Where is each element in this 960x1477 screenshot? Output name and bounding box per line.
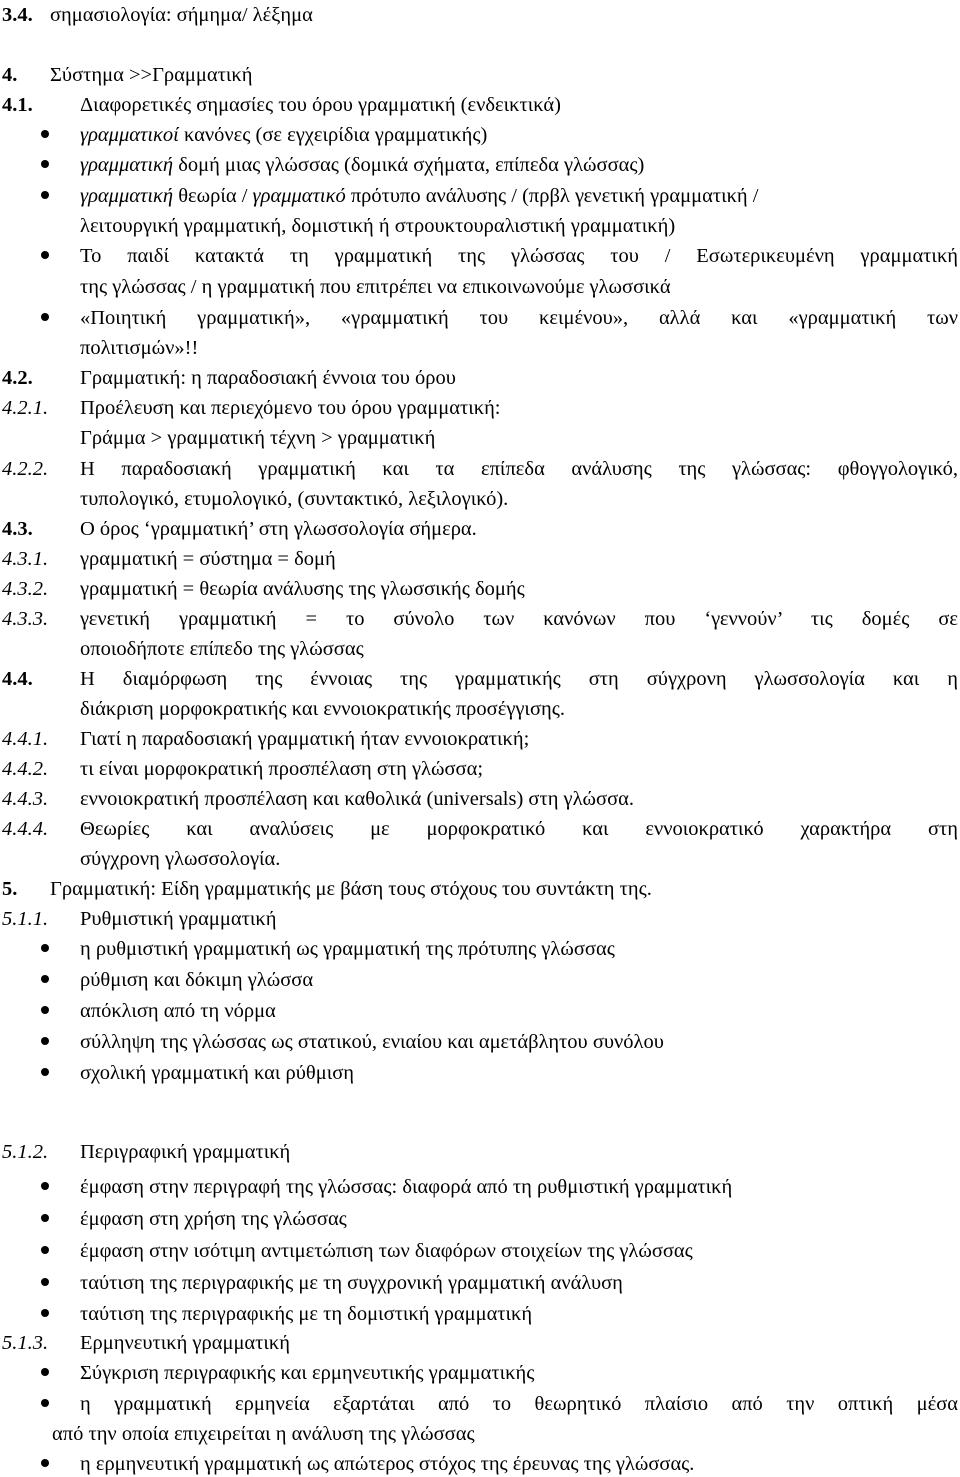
- section-number: 4.4.3.: [2, 788, 49, 810]
- section-heading: Ρυθμιστική γραμματική: [80, 908, 277, 930]
- list-item: ρύθμιση και δόκιμη γλώσσα: [80, 969, 314, 991]
- bullet-icon: [41, 1278, 49, 1286]
- list-item: η ερμηνευτική γραμματική ως απώτερος στόχος της έρευνας της γλώσσας.: [80, 1453, 695, 1475]
- list-item: σχολική γραμματική και ρύθμιση: [80, 1062, 355, 1084]
- section-heading-continuation: τυπολογικό, ετυμολογικό, (συντακτικό, λεξιλογικό).: [80, 488, 509, 510]
- section-number: 4.3.2.: [2, 578, 49, 600]
- list-item: έμφαση στην ισότιμη αντιμετώπιση των διαφόρων στοιχείων της γλώσσας: [80, 1240, 693, 1262]
- section-heading: γενετική γραμματική = το σύνολο των κανόνων που ‘γεννούν’ τις δομές σε: [80, 608, 958, 630]
- list-item-continuation: από την οποία επιχειρείται η ανάλυση της γλώσσας: [52, 1423, 475, 1445]
- list-item: [80, 125, 487, 146]
- section-heading: Διαφορετικές σημασίες του όρου γραμματική (ενδεικτικά): [80, 94, 561, 116]
- list-item-continuation: της γλώσσας / η γραμματική που επιτρέπει να επικοινωνούμε γλωσσικά: [80, 276, 671, 298]
- emphasis: γραμματικό: [252, 185, 346, 207]
- list-item: έμφαση στην περιγραφή της γλώσσας: διαφορά από τη ρυθμιστική γραμματική: [80, 1176, 733, 1198]
- section-heading: γραμματική = θεωρία ανάλυσης της γλωσσικής δομής: [80, 578, 525, 600]
- section-heading: γραμματική = σύστημα = δομή: [80, 548, 336, 570]
- list-item: ταύτιση της περιγραφικής με τη δομιστική γραμματική: [80, 1303, 533, 1325]
- section-heading-continuation: διάκριση μορφοκρατικής και εννοιοκρατικής προσέγγισης.: [80, 698, 565, 720]
- section-heading: Θεωρίες και αναλύσεις με μορφοκρατικό και εννοιοκρατικό χαρακτήρα στη: [80, 818, 958, 840]
- bullet-icon: [41, 1068, 49, 1076]
- list-item-text: δομή μιας γλώσσας (δομικά σχήματα, επίπεδα γλώσσας): [173, 154, 645, 176]
- list-item: η γραμματική ερμηνεία εξαρτάται από το θεωρητικό πλαίσιο από την οπτική μέσα: [80, 1393, 958, 1415]
- list-item: Το παιδί κατακτά τη γραμματική της γλώσσας του / Εσωτερικευμένη γραμματική: [80, 245, 958, 267]
- section-number: 4.2.2.: [2, 458, 49, 480]
- section-heading: Ερμηνευτική γραμματική: [80, 1332, 290, 1354]
- section-number: 5.: [2, 878, 18, 900]
- list-item-text: πρότυπο ανάλυσης / (πρβλ γενετική γραμματική /: [345, 185, 759, 207]
- section-number: 5.1.1.: [2, 908, 49, 930]
- section-number: 3.4.: [2, 4, 33, 26]
- section-number: 4.2.1.: [2, 397, 49, 419]
- section-heading: Η παραδοσιακή γραμματική και τα επίπεδα ανάλυσης της γλώσσας: φθογγολογικό,: [80, 458, 958, 480]
- section-number: 4.4.: [2, 668, 33, 690]
- section-heading: Σύστημα >>Γραμματική: [50, 64, 253, 86]
- section-number: 5.1.3.: [2, 1332, 49, 1354]
- list-item: σύλληψη της γλώσσας ως στατικού, ενιαίου και αμετάβλητου συνόλου: [80, 1031, 664, 1053]
- bullet-icon: [41, 160, 49, 168]
- section-number: 4.4.1.: [2, 728, 49, 750]
- list-item: «Ποιητική γραμματική», «γραμματική του κειμένου», αλλά και «γραμματική των: [80, 307, 958, 329]
- bullet-icon: [41, 1037, 49, 1045]
- list-item-text: κανόνες (σε εγχειρίδια γραμματικής): [178, 124, 488, 146]
- list-item: [80, 186, 958, 207]
- bullet-icon: [41, 1399, 49, 1407]
- bullet-icon: [41, 1006, 49, 1014]
- section-heading: Περιγραφική γραμματική: [80, 1141, 291, 1163]
- bullet-icon: [41, 313, 49, 321]
- bullet-icon: [41, 130, 49, 138]
- list-item-text: θεωρία /: [173, 185, 253, 207]
- emphasis: γραμματική: [80, 154, 174, 176]
- section-number: 4.: [2, 64, 18, 86]
- section-heading: Προέλευση και περιεχόμενο του όρου γραμματική:: [80, 397, 501, 419]
- bullet-icon: [41, 1182, 49, 1190]
- bullet-icon: [41, 191, 49, 199]
- section-heading-continuation: Γράμμα > γραμματική τέχνη > γραμματική: [80, 427, 436, 449]
- bullet-icon: [41, 1459, 49, 1467]
- emphasis: γραμματικοί: [80, 124, 179, 146]
- section-heading-continuation: σύγχρονη γλωσσολογία.: [80, 848, 281, 870]
- bullet-icon: [41, 1368, 49, 1376]
- section-number: 5.1.2.: [2, 1141, 49, 1163]
- section-heading: Γιατί η παραδοσιακή γραμματική ήταν εννοιοκρατική;: [80, 728, 530, 750]
- bullet-icon: [41, 251, 49, 259]
- list-item: ταύτιση της περιγραφικής με τη συγχρονική γραμματική ανάλυση: [80, 1272, 623, 1294]
- section-heading: εννοιοκρατική προσπέλαση και καθολικά (universals) στη γλώσσα.: [80, 788, 635, 810]
- section-number: 4.4.4.: [2, 818, 49, 840]
- bullet-icon: [41, 975, 49, 983]
- section-heading-continuation: οποιοδήποτε επίπεδο της γλώσσας: [80, 638, 364, 660]
- section-heading: Γραμματική: Είδη γραμματικής με βάση τους στόχους του συντάκτη της.: [50, 878, 652, 900]
- bullet-icon: [41, 1214, 49, 1222]
- section-heading: σημασιολογία: σήμημα/ λέξημα: [50, 4, 313, 26]
- section-heading: Η διαμόρφωση της έννοιας της γραμματικής στη σύγχρονη γλωσσολογία και η: [80, 668, 958, 690]
- section-heading: τι είναι μορφοκρατική προσπέλαση στη γλώσσα;: [80, 758, 484, 780]
- bullet-icon: [41, 1309, 49, 1317]
- list-item: έμφαση στη χρήση της γλώσσας: [80, 1208, 347, 1230]
- list-item-continuation: λειτουργική γραμματική, δομιστική ή στρουκτουραλιστική γραμματική): [80, 215, 676, 237]
- section-heading: Ο όρος ‘γραμματική’ στη γλωσσολογία σήμερα.: [80, 518, 477, 540]
- section-number: 4.3.1.: [2, 548, 49, 570]
- list-item: απόκλιση από τη νόρμα: [80, 1000, 276, 1022]
- bullet-icon: [41, 944, 49, 952]
- list-item: [80, 155, 644, 176]
- list-item: Σύγκριση περιγραφικής και ερμηνευτικής γραμματικής: [80, 1362, 535, 1384]
- section-number: 4.3.3.: [2, 608, 49, 630]
- section-heading: Γραμματική: η παραδοσιακή έννοια του όρου: [80, 367, 456, 389]
- bullet-icon: [41, 1246, 49, 1254]
- emphasis: γραμματική: [80, 185, 174, 207]
- section-number: 4.2.: [2, 367, 33, 389]
- list-item: η ρυθμιστική γραμματική ως γραμματική της πρότυπης γλώσσας: [80, 938, 615, 960]
- section-number: 4.3.: [2, 518, 33, 540]
- section-number: 4.4.2.: [2, 758, 49, 780]
- list-item-continuation: πολιτισμών»!!: [80, 337, 199, 359]
- section-number: 4.1.: [2, 94, 33, 116]
